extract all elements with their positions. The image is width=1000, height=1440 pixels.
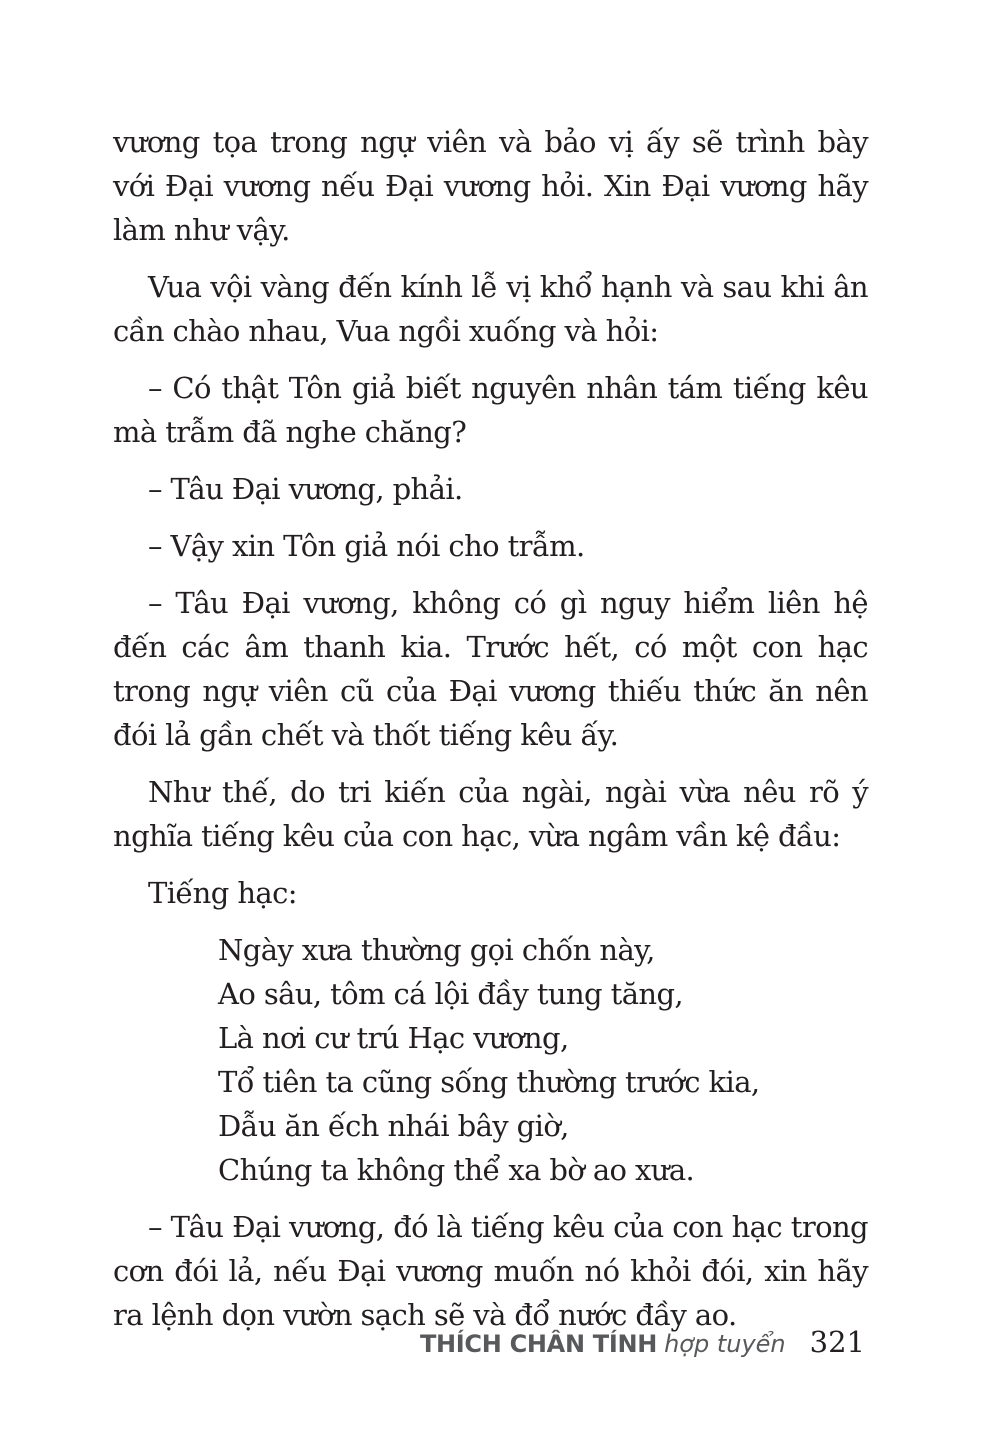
paragraph-continued: vương tọa trong ngự viên và bảo vị ấy sẽ trình bày với Đại vương nếu Đại vương hỏi. Xin Đại vương hãy làm như vậy.	[113, 125, 868, 247]
verse-line: Ao sâu, tôm cá lội đầy tung tăng,	[218, 977, 684, 1011]
dialogue-line: – Tâu Đại vương, phải.	[148, 472, 463, 506]
dialogue-line: – Tâu Đại vương, đó là tiếng kêu của con hạc trong cơn đói lả, nếu Đại vương muốn nó khỏi đói, xin hãy ra lệnh dọn vườn sạch sẽ và đổ nước đầy ao.	[113, 1210, 868, 1332]
verse-line: Ngày xưa thường gọi chốn này,	[218, 933, 655, 967]
dialogue-line: – Có thật Tôn giả biết nguyên nhân tám tiếng kêu mà trẫm đã nghe chăng?	[113, 371, 868, 449]
page-footer	[420, 1325, 865, 1359]
verse-line: Là nơi cư trú Hạc vương,	[218, 1021, 569, 1055]
verse-heading: Tiếng hạc:	[148, 876, 297, 910]
verse-line: Dẫu ăn ếch nhái bây giờ,	[218, 1109, 569, 1143]
page-number: 321	[809, 1325, 865, 1359]
footer-author: THÍCH CHÂN TÍNH	[419, 1330, 658, 1358]
footer-subtitle: hợp tuyển	[664, 1330, 786, 1358]
verse-line: Tổ tiên ta cũng sống thường trước kia,	[218, 1065, 760, 1099]
paragraph-king-visits: Vua vội vàng đến kính lễ vị khổ hạnh và sau khi ân cần chào nhau, Vua ngồi xuống và hỏi:	[113, 270, 868, 348]
verse-line: Chúng ta không thể xa bờ ao xưa.	[218, 1153, 695, 1187]
dialogue-line: – Vậy xin Tôn giả nói cho trẫm.	[148, 529, 585, 563]
dialogue-line: – Tâu Đại vương, không có gì nguy hiểm liên hệ đến các âm thanh kia. Trước hết, có một con hạc trong ngự viên cũ của Đại vương thiếu thức ăn nên đói lả gần chết và thốt tiếng kêu ấy.	[113, 586, 868, 752]
page-body	[113, 120, 868, 1350]
paragraph-narration: Như thế, do tri kiến của ngài, ngài vừa nêu rõ ý nghĩa tiếng kêu của con hạc, vừa ngâm vần kệ đầu:	[113, 775, 868, 853]
verse-block	[218, 928, 868, 1192]
